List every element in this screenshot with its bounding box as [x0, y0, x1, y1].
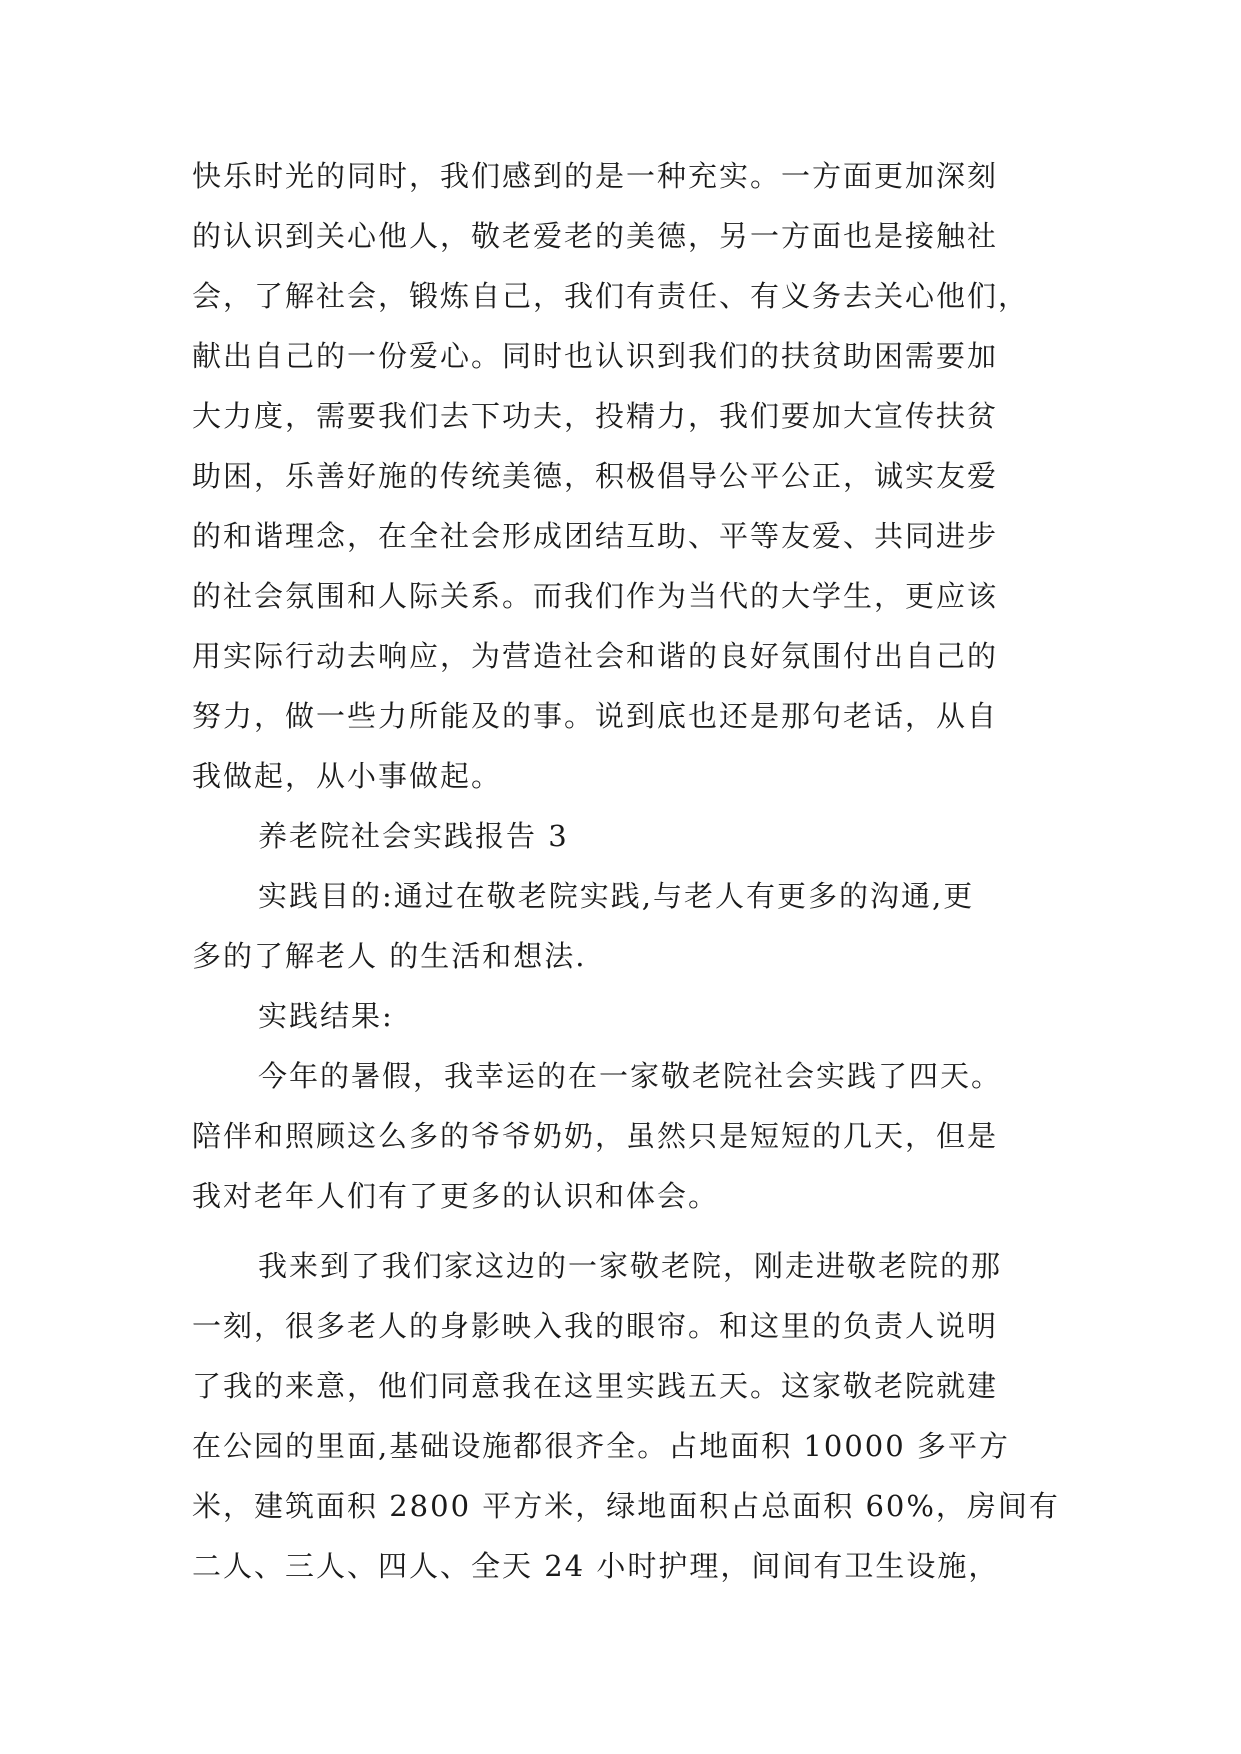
text-line: 多的了解老人 的生活和想法.	[192, 939, 587, 973]
text-line: 用实际行动去响应，为营造社会和谐的良好氛围付出自己的	[192, 639, 999, 673]
text-line: 陪伴和照顾这么多的爷爷奶奶，虽然只是短短的几天，但是	[192, 1119, 999, 1153]
text-line: 大力度，需要我们去下功夫，投精力，我们要加大宣传扶贫	[192, 399, 999, 433]
text-line: 实践目的:通过在敬老院实践,与老人有更多的沟通,更	[258, 879, 975, 913]
text-line: 的认识到关心他人，敬老爱老的美德，另一方面也是接触社	[192, 219, 999, 253]
text-line: 我做起，从小事做起。	[192, 759, 503, 793]
text-line: 实践结果:	[258, 999, 394, 1033]
text-line: 二人、三人、四人、全天 24 小时护理，间间有卫生设施，	[192, 1549, 1000, 1583]
text-line: 努力，做一些力所能及的事。说到底也还是那句老话，从自	[192, 699, 999, 733]
text-line: 会，了解社会，锻炼自己，我们有责任、有义务去关心他们，	[192, 279, 1030, 313]
text-line: 献出自己的一份爱心。同时也认识到我们的扶贫助困需要加	[192, 339, 999, 373]
text-line: 的和谐理念，在全社会形成团结互助、平等友爱、共同进步	[192, 519, 999, 553]
text-line: 我来到了我们家这边的一家敬老院，刚走进敬老院的那	[258, 1249, 1003, 1283]
text-line: 一刻，很多老人的身影映入我的眼帘。和这里的负责人说明	[192, 1309, 999, 1343]
text-line: 米，建筑面积 2800 平方米，绿地面积占总面积 60%，房间有	[192, 1489, 1060, 1523]
text-line: 的社会氛围和人际关系。而我们作为当代的大学生，更应该	[192, 579, 999, 613]
text-line: 助困，乐善好施的传统美德，积极倡导公平公正，诚实友爱	[192, 459, 999, 493]
text-line: 我对老年人们有了更多的认识和体会。	[192, 1179, 720, 1213]
text-line: 了我的来意，他们同意我在这里实践五天。这家敬老院就建	[192, 1369, 999, 1403]
section-heading: 养老院社会实践报告 3	[258, 819, 569, 853]
text-line: 在公园的里面,基础设施都很齐全。占地面积 10000 多平方	[192, 1429, 1010, 1463]
text-line: 快乐时光的同时，我们感到的是一种充实。一方面更加深刻	[192, 159, 999, 193]
text-line: 今年的暑假，我幸运的在一家敬老院社会实践了四天。	[258, 1059, 1003, 1093]
